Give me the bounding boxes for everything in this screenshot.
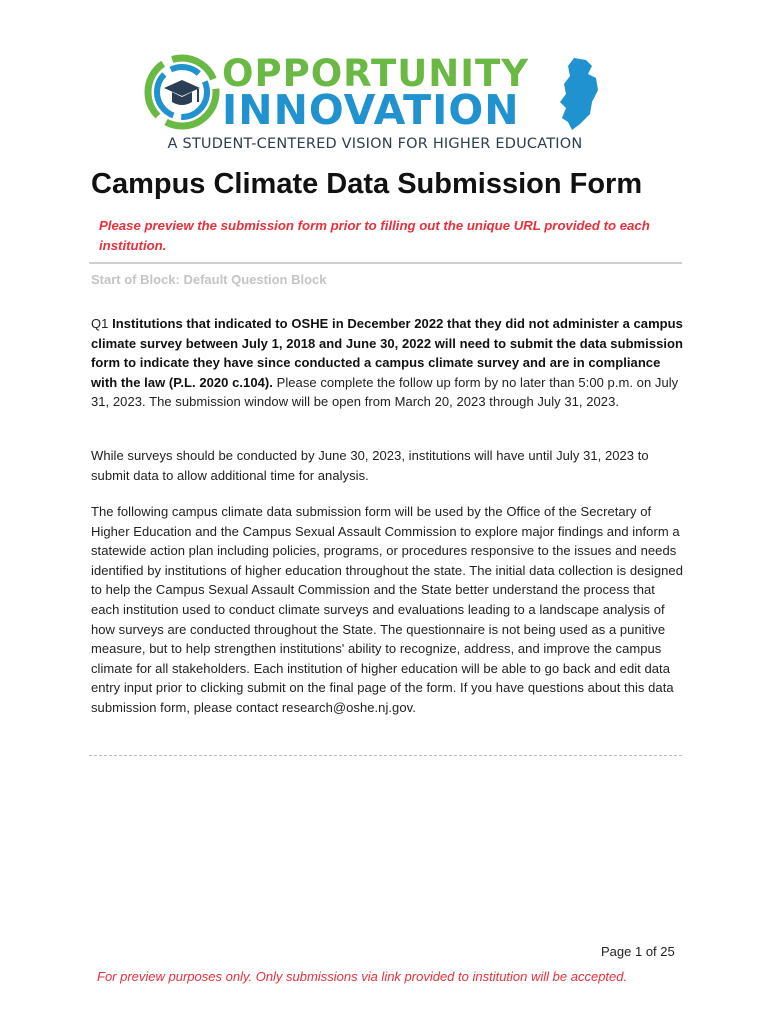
block-divider bbox=[89, 262, 682, 264]
graduation-cap-icon bbox=[164, 80, 200, 96]
page-number: Page 1 of 25 bbox=[601, 944, 675, 959]
question-rest-text: Please complete the follow up form by no later than 5:00 p.m. on July 31, 2023. The submission window will be open from March 20, 2023 through July 31, 2023. bbox=[91, 374, 679, 410]
logo-word-innovation: INNOVATION bbox=[222, 86, 520, 134]
page-title: Campus Climate Data Submission Form bbox=[91, 168, 643, 200]
block-start-label: Start of Block: Default Question Block bbox=[91, 272, 327, 287]
question-divider bbox=[89, 755, 682, 756]
opportunity-innovation-logo bbox=[140, 50, 620, 160]
new-jersey-map-icon bbox=[560, 58, 598, 130]
question-q1-paragraph-3: The following campus climate data submission form will be used by the Office of the Secretary of Higher Education and the Campus Sexual Assault Commission to explore major findings and inform a statewide action plan including policies, programs, or procedures responsive to the issues and needs identified by institutions of higher education throughout the state. The initial data collection is designed to help the Campus Sexual Assault Commission and the State better understand the process that each institution used to conduct climate surveys and evaluations leading to a landscape analysis of how surveys are conducted throughout the State. The questionnaire is not being used as a punitive measure, but to help strengthen institutions' ability to recognize, address, and improve the campus climate for all stakeholders. Each institution of higher education will be able to go back and edit data entry input prior to clicking submit on the final page of the form. If you have questions about this data submission form, please contact research@oshe.nj.gov. bbox=[91, 504, 683, 715]
question-q1-intro bbox=[91, 314, 685, 412]
logo-tagline: A STUDENT-CENTERED VISION FOR HIGHER EDUCATION bbox=[167, 136, 583, 152]
question-q1-paragraph-2: While surveys should be conducted by June 30, 2023, institutions will have until July 31, 2023 to submit data to allow additional time for analysis. bbox=[91, 448, 649, 483]
question-number: Q1 bbox=[91, 316, 109, 331]
logo-graphic bbox=[140, 50, 620, 140]
footer-note: For preview purposes only. Only submissions via link provided to institution will be accepted. bbox=[97, 969, 628, 984]
logo-word-opportunity: OPPORTUNITY bbox=[222, 52, 530, 95]
preview-note: Please preview the submission form prior to filling out the unique URL provided to each institution. bbox=[99, 218, 650, 253]
question-bold-text: Institutions that indicated to OSHE in December 2022 that they did not administer a campus climate survey between July 1, 2018 and June 30, 2022 will need to submit the data submission form to indicate they have since conducted a campus climate survey and are in compliance with the law (P.L. 2020 c.104). bbox=[91, 316, 684, 390]
